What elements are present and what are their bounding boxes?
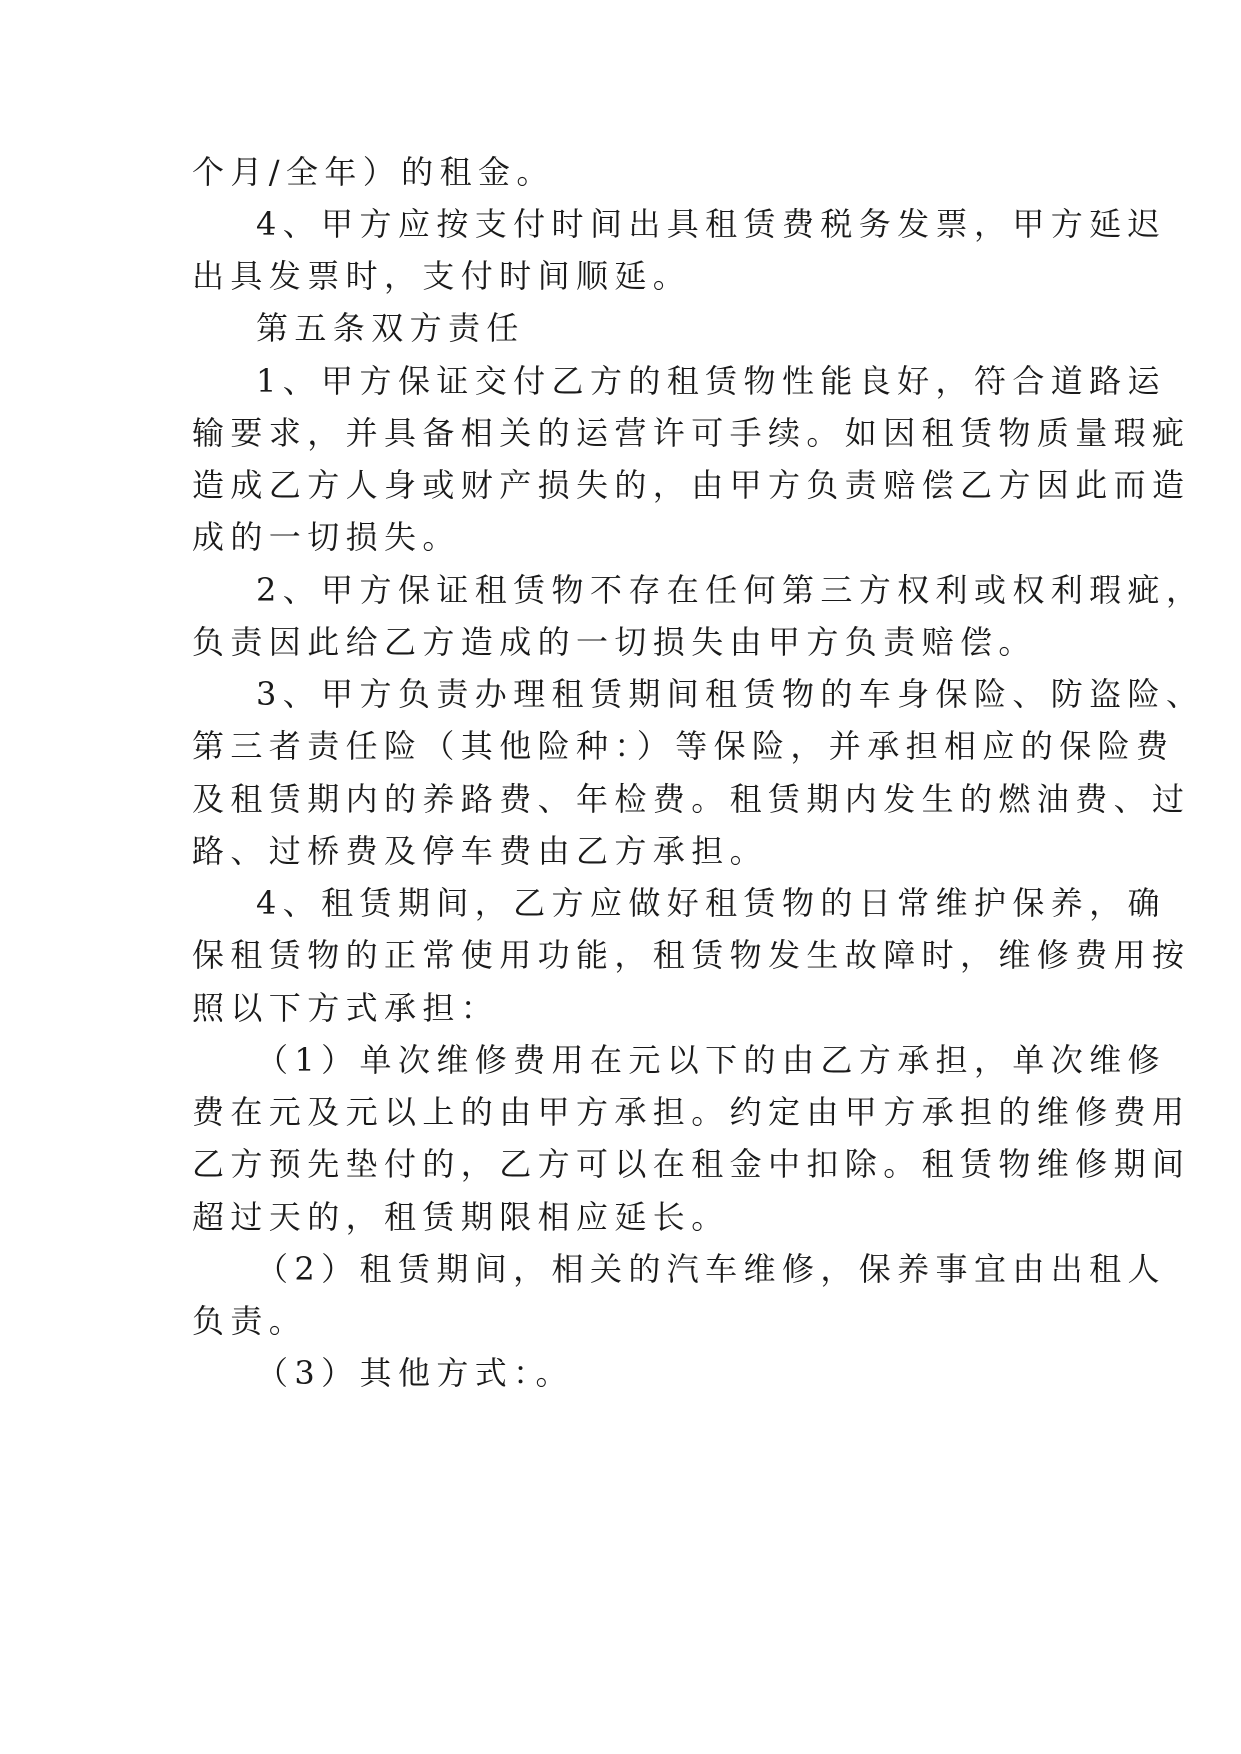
text-line: 超过天的，租赁期限相应延长。 (192, 1198, 730, 1236)
text-line: 个月/全年）的租金。 (192, 153, 555, 191)
text-line: 4、租赁期间，乙方应做好租赁物的日常维护保养，确 (256, 884, 1166, 922)
text-line: 负责因此给乙方造成的一切损失由甲方负责赔偿。 (192, 623, 1037, 661)
section-heading: 第五条双方责任 (256, 309, 525, 347)
text-line: 路、过桥费及停车费由乙方承担。 (192, 832, 769, 870)
text-line: 3、甲方负责办理租赁期间租赁物的车身保险、防盗险、 (256, 675, 1205, 713)
text-line: 2、甲方保证租赁物不存在任何第三方权利或权利瑕疵， (256, 571, 1205, 609)
text-line: 费在元及元以上的由甲方承担。约定由甲方承担的维修费用 (192, 1093, 1191, 1131)
text-line: 4、甲方应按支付时间出具租赁费税务发票，甲方延迟 (256, 205, 1166, 243)
text-line: 乙方预先垫付的，乙方可以在租金中扣除。租赁物维修期间 (192, 1145, 1191, 1183)
text-line: （2）租赁期间，相关的汽车维修，保养事宜由出租人 (256, 1250, 1166, 1288)
text-line: 造成乙方人身或财产损失的，由甲方负责赔偿乙方因此而造 (192, 466, 1191, 504)
text-line: 第三者责任险（其他险种：）等保险，并承担相应的保险费 (192, 727, 1175, 765)
text-line: 保租赁物的正常使用功能，租赁物发生故障时，维修费用按 (192, 936, 1191, 974)
text-line: （1）单次维修费用在元以下的由乙方承担，单次维修 (256, 1041, 1166, 1079)
text-line: 输要求，并具备相关的运营许可手续。如因租赁物质量瑕疵 (192, 414, 1191, 452)
text-line: 负责。 (192, 1302, 308, 1340)
text-line: 照以下方式承担： (192, 989, 500, 1027)
text-line: 成的一切损失。 (192, 518, 461, 556)
text-line: 1、甲方保证交付乙方的租赁物性能良好，符合道路运 (256, 362, 1166, 400)
text-line: （3）其他方式：。 (256, 1354, 574, 1392)
text-line: 出具发票时，支付时间顺延。 (192, 257, 692, 295)
text-line: 及租赁期内的养路费、年检费。租赁期内发生的燃油费、过 (192, 780, 1191, 818)
